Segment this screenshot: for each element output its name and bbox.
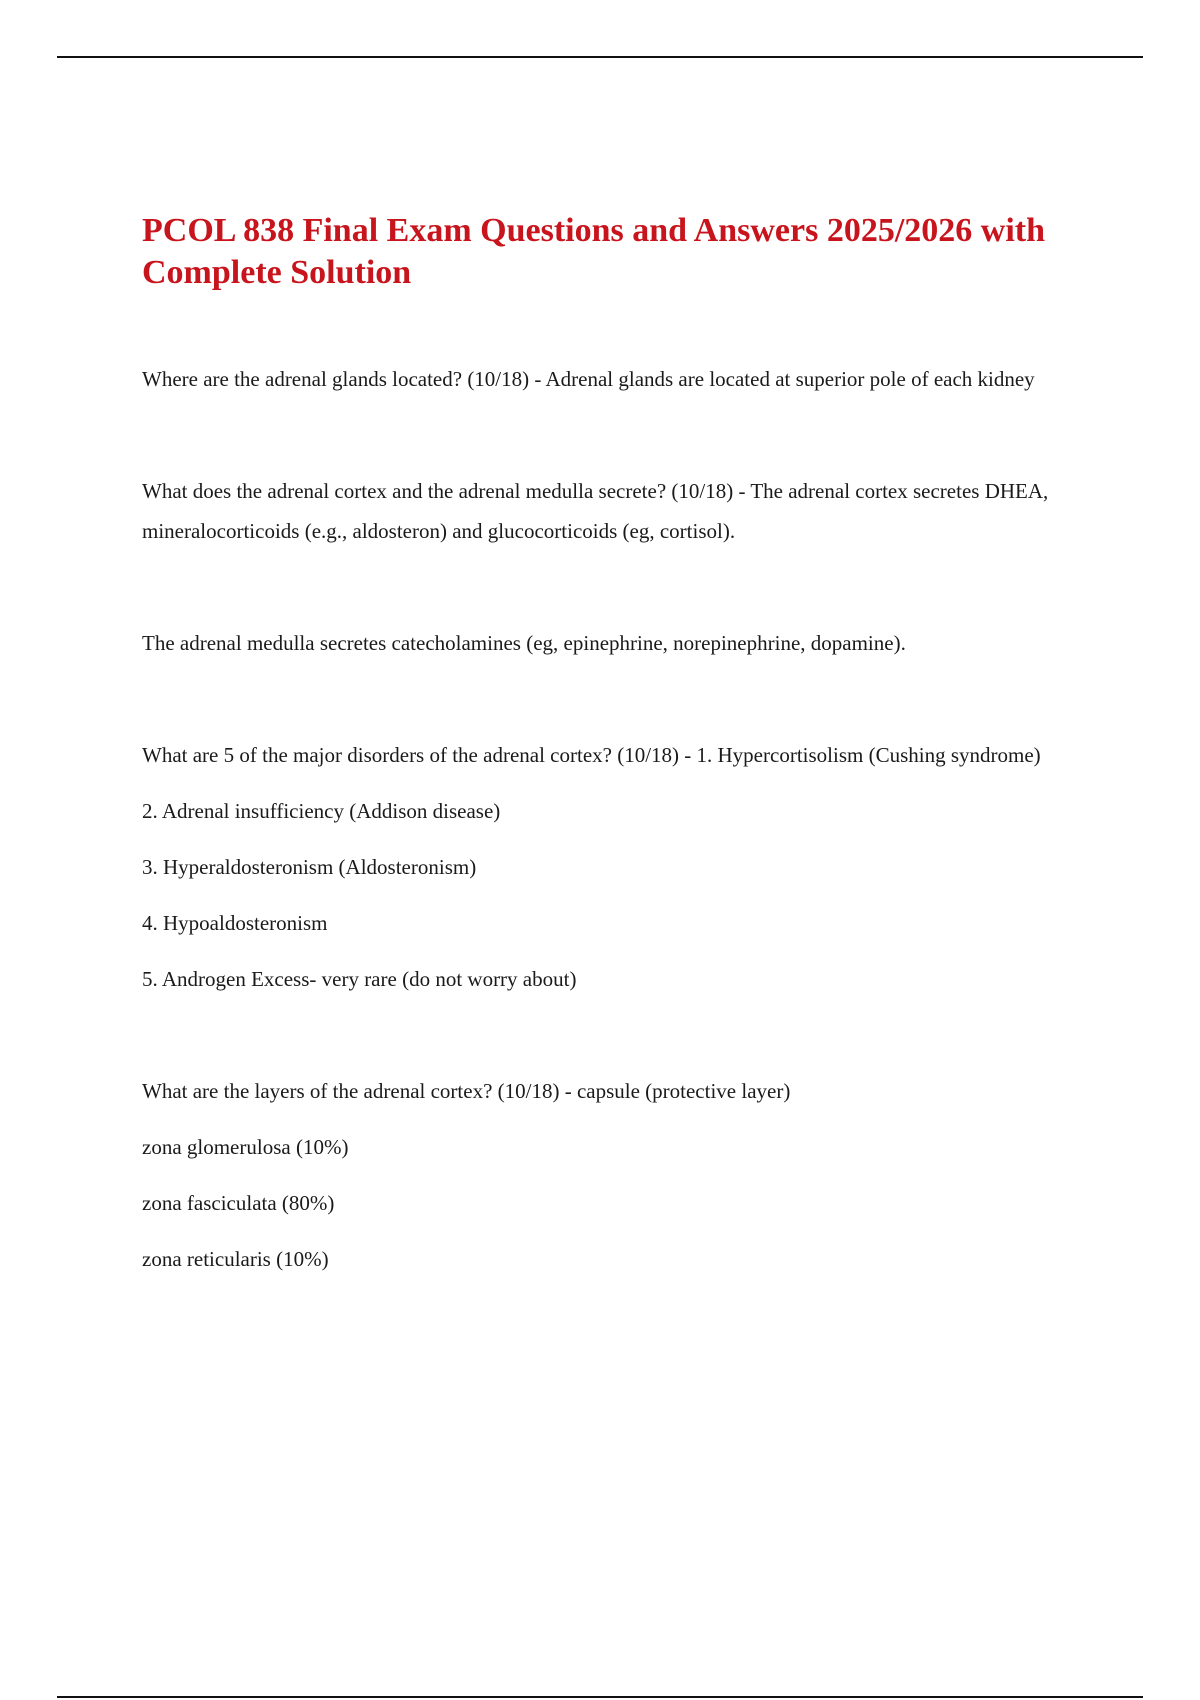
question-cortex-layers: What are the layers of the adrenal cortex? (10/18) - capsule (protective layer) [142,1079,791,1103]
document-body [142,210,1072,1279]
question-cortex-disorders: What are 5 of the major disorders of the adrenal cortex? (10/18) - 1. Hypercortisolism (Cushing syndrome) [142,743,1041,767]
top-rule [57,56,1143,58]
question-adrenal-secretions: What does the adrenal cortex and the adrenal medulla secrete? (10/18) - The adrenal cortex secretes DHEA, mineralocorticoids (e.g., aldosteron) and glucocorticoids (eg, cortisol). [142,479,1049,543]
question-adrenal-location: Where are the adrenal glands located? (10/18) - Adrenal glands are located at superior pole of each kidney [142,367,1035,391]
layer-list-item: zona glomerulosa (10%) [142,1135,349,1159]
disorder-list-item: 2. Adrenal insufficiency (Addison disease) [142,799,501,823]
disorder-list-item: 3. Hyperaldosteronism (Aldosteronism) [142,855,477,879]
document-title: PCOL 838 Final Exam Questions and Answers 2025/2026 with Complete Solution [142,212,1046,291]
layer-list-item: zona reticularis (10%) [142,1247,329,1271]
disorder-list-item: 4. Hypoaldosteronism [142,911,328,935]
bottom-rule [57,1696,1143,1698]
layer-list-item: zona fasciculata (80%) [142,1191,335,1215]
disorder-list-item: 5. Androgen Excess- very rare (do not worry about) [142,967,577,991]
answer-medulla-secretions: The adrenal medulla secretes catecholamines (eg, epinephrine, norepinephrine, dopamine). [142,631,906,655]
